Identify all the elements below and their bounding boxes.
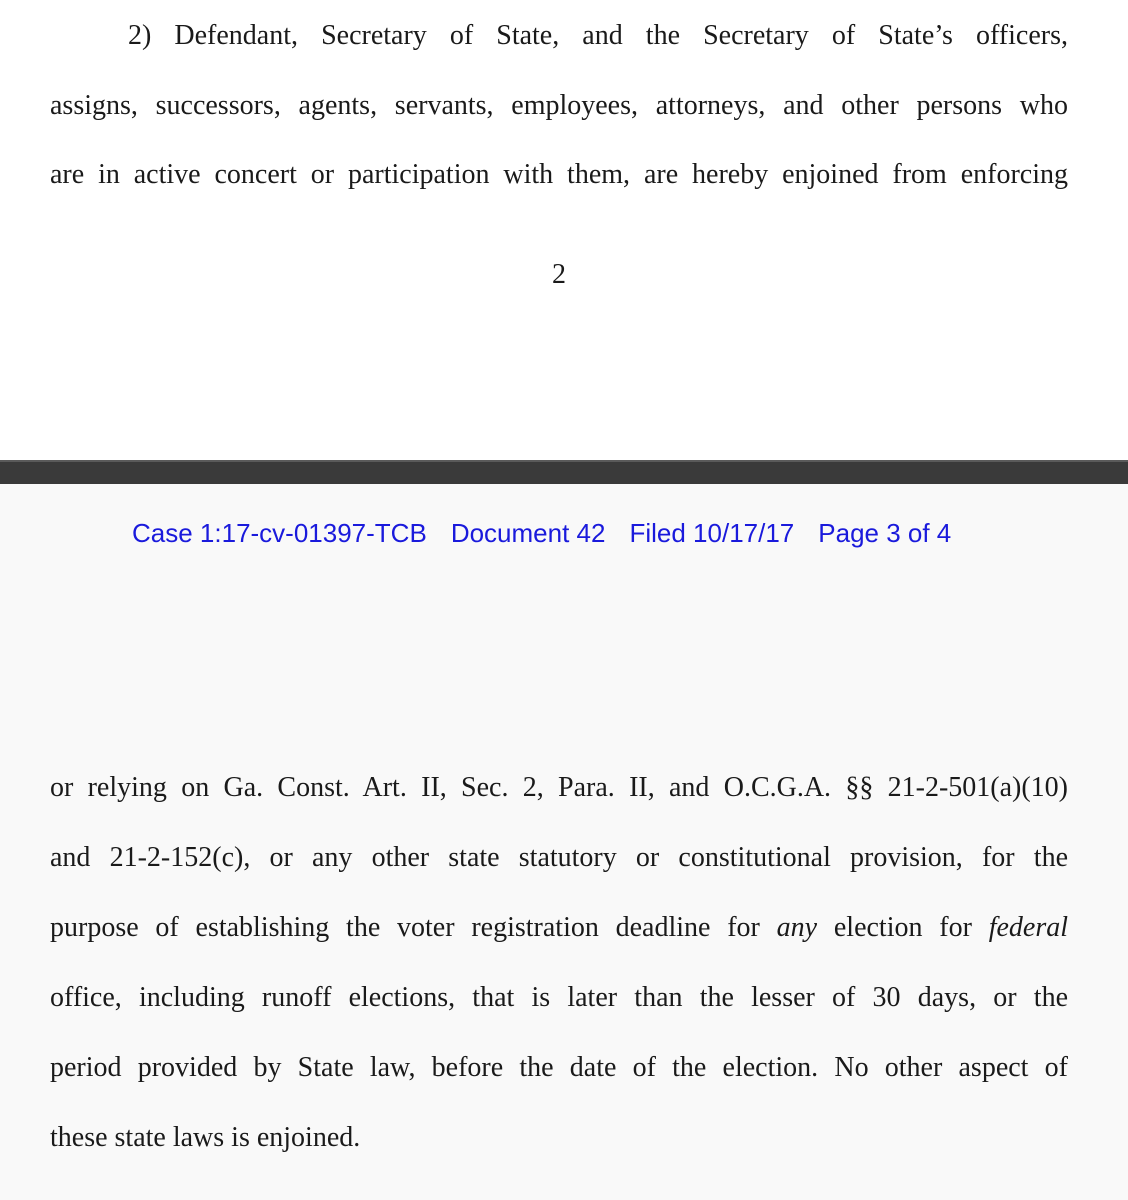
paragraph-line: and 21-2-152(c), or any other state statutory or constitutional provision, for the [50, 842, 1068, 873]
text-segment: election for [817, 912, 989, 943]
paragraph-line: assigns, successors, agents, servants, employees, attorneys, and other persons who [50, 90, 1068, 121]
page-number: 2 [552, 259, 566, 290]
page-divider [0, 460, 1128, 484]
paragraph-line: period provided by State law, before the date of the election. No other aspect of [50, 1052, 1068, 1083]
filed-date: Filed 10/17/17 [629, 518, 795, 548]
page-count: Page 3 of 4 [818, 518, 952, 548]
document-number: Document 42 [450, 518, 606, 548]
paragraph-line: these state laws is enjoined. [50, 1122, 361, 1153]
case-header [132, 516, 951, 550]
paragraph-line: 2) Defendant, Secretary of State, and the Secretary of State’s officers, [128, 20, 1068, 51]
paragraph-line: are in active concert or participation with them, are hereby enjoined from enforcing [50, 159, 1068, 190]
case-number: Case 1:17-cv-01397-TCB [132, 518, 427, 548]
paragraph-line [50, 911, 1068, 945]
page-2-bottom [0, 0, 1128, 460]
text-segment: purpose of establishing the voter registration deadline for [50, 912, 777, 943]
paragraph-line: office, including runoff elections, that is later than the lesser of 30 days, or the [50, 982, 1068, 1013]
paragraph-line: or relying on Ga. Const. Art. II, Sec. 2, Para. II, and O.C.G.A. §§ 21-2-501(a)(10) [50, 772, 1068, 803]
emphasis-any: any [776, 912, 818, 943]
emphasis-federal: federal [988, 912, 1068, 943]
